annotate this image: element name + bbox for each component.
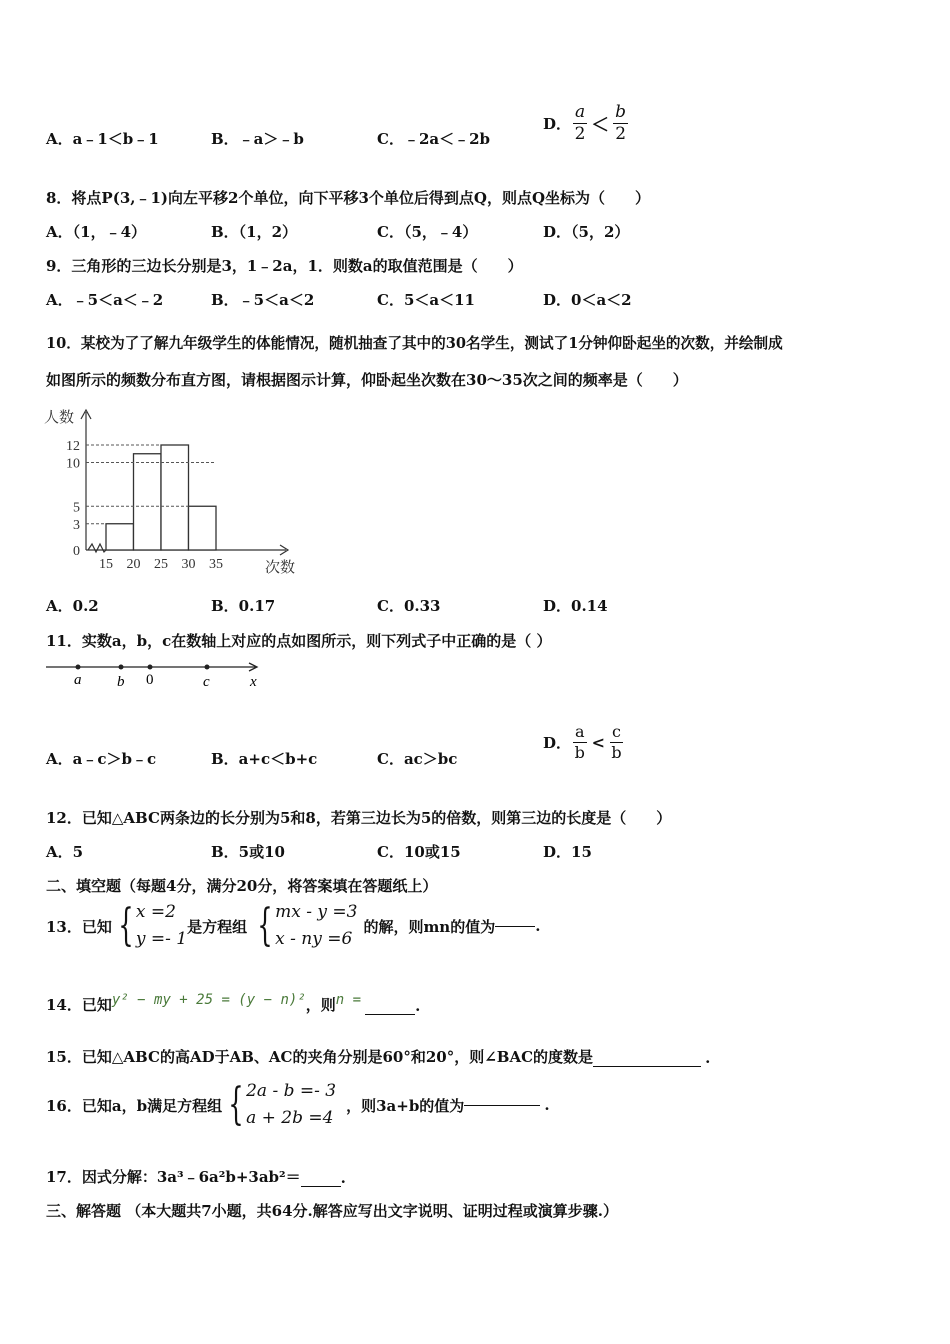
y-axis-label: 人数 bbox=[44, 408, 75, 426]
answer-blank[interactable] bbox=[464, 1105, 540, 1106]
q10-option-b: B．0.17 bbox=[211, 597, 276, 615]
label-a: a bbox=[74, 672, 82, 688]
q9-stem: 9．三角形的三边长分别是3，1﹣2a，1．则数a的取值范围是（ ） bbox=[46, 257, 523, 275]
q14 bbox=[46, 994, 420, 1015]
q8-option-d: D．（5，2） bbox=[543, 223, 630, 241]
y-tick-label: 10 bbox=[66, 456, 80, 472]
q16-eq-row2: a + 2b =4 bbox=[246, 1108, 334, 1128]
q11-d-lhs-fraction bbox=[573, 724, 587, 761]
y-tick-label: 0 bbox=[73, 544, 80, 559]
section-3-heading: 三、解答题 （本大题共7小题，共64分.解答应写出文字说明、证明过程或演算步骤.） bbox=[46, 1202, 618, 1220]
label-x: x bbox=[250, 674, 257, 690]
q7-option-d-label: D． bbox=[543, 115, 572, 133]
histogram-chart bbox=[40, 402, 310, 580]
q7-option-b: B．﹣a＞﹣b bbox=[211, 130, 304, 148]
q13-eq-row1: mx - y =3 bbox=[275, 902, 358, 922]
q12-option-c: C．10或15 bbox=[377, 843, 461, 861]
label-zero: 0 bbox=[146, 672, 154, 688]
q14-prefix: 14．已知 bbox=[46, 996, 112, 1014]
q7-d-lhs-fraction bbox=[573, 104, 587, 143]
point-zero bbox=[148, 665, 153, 670]
fraction-denominator: b bbox=[611, 743, 622, 762]
left-brace-icon: { bbox=[118, 900, 134, 951]
fraction-denominator: 2 bbox=[615, 124, 627, 144]
q11-option-d-label: D． bbox=[543, 734, 572, 752]
label-c: c bbox=[203, 674, 210, 690]
q13-sol-row1: x =2 bbox=[135, 902, 176, 922]
point-b bbox=[119, 665, 124, 670]
q10-stem-line1: 10．某校为了了解九年级学生的体能情况，随机抽查了其中的30名学生，测试了1分钟仰卧起坐的次数，并绘制成 bbox=[46, 335, 783, 352]
q7-option-a: A．a﹣1＜b﹣1 bbox=[46, 130, 159, 148]
q9-option-a: A．﹣5＜a＜﹣2 bbox=[46, 291, 164, 309]
q10-option-a: A．0.2 bbox=[46, 597, 99, 615]
q8-option-b: B．（1，2） bbox=[211, 223, 298, 241]
q14-middle: ，则 bbox=[305, 996, 336, 1014]
q16-suffix: ，则3a+b的值为 bbox=[346, 1096, 465, 1115]
fraction-denominator: b bbox=[574, 743, 585, 762]
answer-blank[interactable] bbox=[593, 1066, 701, 1067]
point-a bbox=[76, 665, 81, 670]
x-tick-label: 25 bbox=[154, 557, 168, 572]
q7-option-d bbox=[543, 104, 630, 143]
label-b: b bbox=[117, 674, 125, 690]
q13-equation-system bbox=[251, 899, 357, 953]
q11-option-b: B．a+c＜b+c bbox=[211, 750, 318, 768]
x-tick-label: 35 bbox=[209, 557, 223, 572]
q16-end: . bbox=[544, 1096, 550, 1114]
q10-option-c: C．0.33 bbox=[377, 597, 441, 615]
q15-stem: 15．已知△ABC的高AD于AB、AC的夹角分别是60°和20°，则∠BAC的度数是 bbox=[46, 1048, 594, 1066]
q13 bbox=[46, 898, 540, 954]
q11-d-rhs-fraction bbox=[610, 724, 623, 761]
q7-d-rhs-fraction bbox=[613, 104, 628, 143]
less-than-sign: < bbox=[591, 733, 605, 752]
number-line bbox=[44, 655, 269, 691]
q13-middle: 是方程组 bbox=[187, 917, 248, 936]
q15 bbox=[46, 1046, 710, 1067]
fraction-numerator: b bbox=[615, 102, 627, 122]
point-c bbox=[205, 665, 210, 670]
q16-equation-system bbox=[222, 1078, 336, 1132]
q14-end: . bbox=[415, 997, 421, 1015]
q10-option-d: D．0.14 bbox=[543, 597, 608, 615]
q8-stem: 8．将点P(3,﹣1)向左平移2个单位，向下平移3个单位后得到点Q，则点Q坐标为（ ） bbox=[46, 189, 651, 207]
q17 bbox=[46, 1166, 346, 1187]
q8-option-a: A．（1，﹣4） bbox=[46, 223, 147, 241]
q15-end: . bbox=[705, 1049, 711, 1067]
q11-option-a: A．a﹣c＞b﹣c bbox=[46, 750, 157, 768]
q13-prefix: 13．已知 bbox=[46, 917, 112, 936]
fraction-numerator: c bbox=[611, 722, 621, 741]
q13-solution-system bbox=[112, 899, 187, 953]
section-2-heading: 二、填空题（每题4分，满分20分，将答案填在答题纸上） bbox=[46, 877, 438, 895]
histogram-bar bbox=[134, 454, 162, 550]
x-tick-label: 30 bbox=[181, 557, 196, 572]
q14-formula2-image: n = bbox=[335, 992, 362, 1008]
histogram-bar bbox=[189, 506, 217, 550]
y-tick-label: 3 bbox=[73, 517, 80, 533]
q13-suffix: 的解，则mn的值为 bbox=[363, 917, 496, 936]
q13-end: . bbox=[535, 917, 541, 935]
q12-option-b: B．5或10 bbox=[211, 843, 285, 861]
q9-option-d: D．0＜a＜2 bbox=[543, 291, 632, 309]
fraction-denominator: 2 bbox=[574, 124, 586, 144]
q9-option-b: B．﹣5＜a＜2 bbox=[211, 291, 315, 309]
left-brace-icon: { bbox=[228, 1079, 244, 1130]
histogram-bar bbox=[106, 524, 134, 550]
y-tick-label: 5 bbox=[73, 500, 80, 516]
q16-eq-row1: 2a - b =- 3 bbox=[246, 1081, 337, 1101]
histogram-bar bbox=[161, 445, 189, 550]
q17-stem: 17．因式分解：3a³﹣6a²b+3ab²＝ bbox=[46, 1168, 301, 1186]
y-tick-label: 12 bbox=[66, 439, 80, 454]
answer-blank[interactable] bbox=[495, 926, 535, 927]
answer-blank[interactable] bbox=[301, 1186, 341, 1187]
left-brace-icon: { bbox=[257, 900, 273, 951]
x-tick-label: 15 bbox=[99, 557, 113, 572]
q12-option-d: D．15 bbox=[543, 843, 592, 861]
x-tick-label: 20 bbox=[126, 557, 141, 572]
q12-stem: 12．已知△ABC两条边的长分别为5和8，若第三边长为5的倍数，则第三边的长度是（ ） bbox=[46, 809, 672, 827]
axis-break-icon bbox=[88, 544, 108, 552]
q11-option-c: C．ac＞bc bbox=[377, 750, 458, 768]
q9-option-c: C．5＜a＜11 bbox=[377, 291, 475, 309]
q16-prefix: 16．已知a，b满足方程组 bbox=[46, 1096, 223, 1115]
q12-option-a: A．5 bbox=[46, 843, 84, 861]
q11-stem: 11．实数a，b，c在数轴上对应的点如图所示，则下列式子中正确的是（ ） bbox=[46, 632, 552, 650]
q11-option-d bbox=[543, 724, 625, 761]
q13-eq-row2: x - ny =6 bbox=[275, 929, 353, 949]
x-axis-label: 次数 bbox=[265, 558, 296, 576]
q13-sol-row2: y =- 1 bbox=[135, 929, 188, 949]
fraction-numerator: a bbox=[575, 102, 586, 122]
q8-option-c: C．（5，﹣4） bbox=[377, 223, 478, 241]
fraction-numerator: a bbox=[575, 722, 585, 741]
q14-formula-image: y² − my + 25 = (y − n)² bbox=[111, 992, 306, 1008]
q17-end: . bbox=[340, 1169, 346, 1187]
q7-option-c: C．﹣2a＜﹣2b bbox=[377, 130, 491, 148]
answer-blank[interactable] bbox=[365, 1014, 415, 1015]
less-than-sign: ＜ bbox=[591, 114, 610, 136]
q10-stem-line2: 如图所示的频数分布直方图，请根据图示计算，仰卧起坐次数在30～35次之间的频率是（ ） bbox=[46, 371, 688, 389]
q16 bbox=[46, 1076, 550, 1134]
